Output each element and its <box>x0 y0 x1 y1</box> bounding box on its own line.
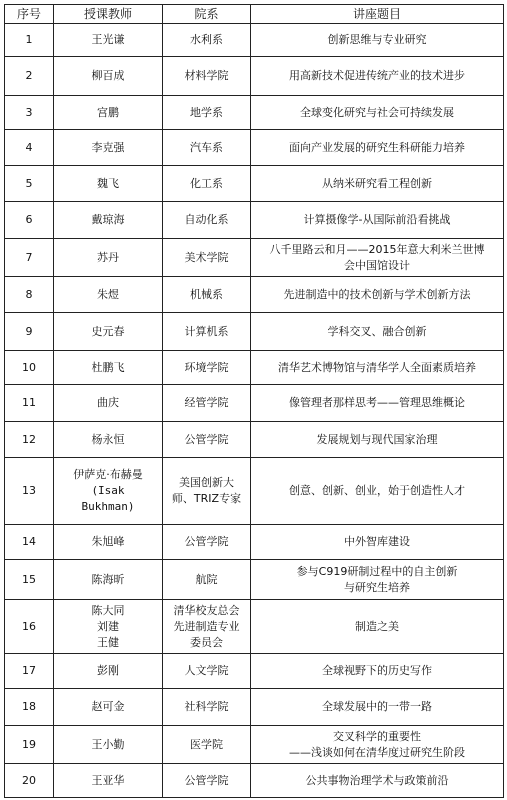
department-name <box>163 422 251 458</box>
teacher-name <box>54 600 163 654</box>
table-row <box>5 654 504 689</box>
teacher-name-line: 朱旭峰 <box>91 535 125 548</box>
lecture-topic <box>251 24 504 57</box>
lecture-topic <box>251 560 504 600</box>
table-row <box>5 57 504 96</box>
lecture-topic-line: 全球发展中的一带一路 <box>322 700 432 713</box>
row-number: 4 <box>5 130 54 166</box>
row-number: 18 <box>5 689 54 726</box>
lecture-topic <box>251 130 504 166</box>
department-name-line: 先进制造专业 <box>173 619 240 633</box>
teacher-name-line: 戴琼海 <box>91 213 125 226</box>
lecture-topic-line: 创意、创新、创业，始于创造性人才 <box>289 484 465 497</box>
lecture-topic <box>251 726 504 764</box>
row-number: 13 <box>5 458 54 525</box>
lecture-topic-line: 中外智库建设 <box>344 535 410 548</box>
lecture-topic-line: 制造之美 <box>355 619 399 633</box>
teacher-name <box>54 277 163 313</box>
department-name-line: 地学系 <box>190 105 223 119</box>
table-row <box>5 202 504 239</box>
department-name <box>163 689 251 726</box>
teacher-name <box>54 654 163 689</box>
teacher-name-line: 王亚华 <box>91 773 125 787</box>
table-row <box>5 385 504 422</box>
lecture-topic-line: 参与C919研制过程中的自主创新 <box>296 564 458 578</box>
lecture-topic <box>251 525 504 560</box>
department-name <box>163 600 251 654</box>
teacher-name-line: 李克强 <box>91 140 125 154</box>
lecture-topic-line: 创新思维与专业研究 <box>327 33 427 46</box>
lecture-topic-line: 面向产业发展的研究生科研能力培养 <box>289 140 465 154</box>
lecture-topic-line: 用高新技术促进传统产业的技术进步 <box>289 69 465 82</box>
department-name-line: 人文学院 <box>184 664 229 677</box>
department-name-line: 计算机系 <box>184 324 229 338</box>
teacher-name <box>54 560 163 600</box>
teacher-name <box>54 313 163 351</box>
row-number: 8 <box>5 277 54 313</box>
teacher-name-line: 杜鹏飞 <box>91 360 125 374</box>
row-number: 5 <box>5 166 54 202</box>
department-name-line: 医学院 <box>190 737 223 751</box>
teacher-name <box>54 239 163 277</box>
teacher-name <box>54 96 163 130</box>
lecture-topic-line: 八千里路云和月——2015年意大利米兰世博 <box>269 242 485 256</box>
teacher-name <box>54 689 163 726</box>
teacher-name-line: 史元春 <box>91 324 125 338</box>
header-department: 院系 <box>163 5 251 24</box>
teacher-name-line: 苏丹 <box>97 250 119 264</box>
department-name <box>163 96 251 130</box>
teacher-name <box>54 764 163 798</box>
row-number: 15 <box>5 560 54 600</box>
department-name-line: 社科学院 <box>184 700 229 713</box>
table-row <box>5 764 504 798</box>
row-number: 19 <box>5 726 54 764</box>
teacher-name <box>54 525 163 560</box>
department-name-line: 美国创新大 <box>179 476 234 489</box>
lecture-topic <box>251 422 504 458</box>
row-number: 1 <box>5 24 54 57</box>
teacher-name-line: 赵可金 <box>91 700 125 713</box>
row-number: 17 <box>5 654 54 689</box>
table-row <box>5 422 504 458</box>
table-row <box>5 458 504 525</box>
department-name-line: 美术学院 <box>184 250 229 264</box>
department-name <box>163 166 251 202</box>
lecture-topic <box>251 57 504 96</box>
header-number: 序号 <box>5 5 54 24</box>
teacher-name-line: (Isak <box>91 484 125 497</box>
lecture-topic <box>251 351 504 385</box>
department-name-line: 材料学院 <box>184 69 229 82</box>
teacher-name <box>54 24 163 57</box>
department-name <box>163 654 251 689</box>
department-name-line: 化工系 <box>190 176 223 190</box>
teacher-name-line: 伊萨克·布赫曼 <box>73 468 143 481</box>
department-name <box>163 385 251 422</box>
department-name-line: 水利系 <box>190 33 223 46</box>
row-number: 9 <box>5 313 54 351</box>
lecture-topic-line: ——浅谈如何在清华度过研究生阶段 <box>289 745 465 759</box>
lecture-topic-line: 公共事物治理学术与政策前沿 <box>305 773 449 787</box>
department-name-line: 公管学院 <box>184 773 229 787</box>
row-number: 20 <box>5 764 54 798</box>
row-number: 6 <box>5 202 54 239</box>
table-row <box>5 600 504 654</box>
table-row <box>5 239 504 277</box>
lecture-topic-line: 会中国馆设计 <box>344 258 410 272</box>
teacher-name-line: 朱煜 <box>97 287 119 301</box>
department-name-line: 经管学院 <box>184 396 229 409</box>
teacher-name-line: 刘建 <box>97 619 119 633</box>
teacher-name <box>54 351 163 385</box>
lecture-topic <box>251 689 504 726</box>
table-row <box>5 130 504 166</box>
lecture-topic <box>251 202 504 239</box>
teacher-name <box>54 202 163 239</box>
lecture-topic <box>251 600 504 654</box>
teacher-name-line: 杨永恒 <box>91 432 125 446</box>
department-name <box>163 239 251 277</box>
lecture-topic <box>251 166 504 202</box>
teacher-name <box>54 385 163 422</box>
table-row <box>5 351 504 385</box>
department-name <box>163 202 251 239</box>
department-name-line: 师、TRIZ专家 <box>171 492 242 505</box>
row-number: 7 <box>5 239 54 277</box>
department-name-line: 自动化系 <box>184 213 229 226</box>
department-name-line: 委员会 <box>190 635 223 649</box>
department-name-line: 环境学院 <box>184 360 229 374</box>
department-name-line: 公管学院 <box>184 535 229 548</box>
department-name <box>163 560 251 600</box>
lecture-topic <box>251 654 504 689</box>
teacher-name-line: 宫鹏 <box>97 105 119 119</box>
lecture-topic <box>251 96 504 130</box>
row-number: 10 <box>5 351 54 385</box>
table-row <box>5 689 504 726</box>
teacher-name-line: Bukhman) <box>81 500 135 513</box>
department-name <box>163 525 251 560</box>
lecture-topic <box>251 764 504 798</box>
teacher-name-line: 魏飞 <box>97 176 119 190</box>
teacher-name-line: 王光谦 <box>91 33 125 46</box>
lecture-topic-line: 清华艺术博物馆与清华学人全面素质培养 <box>278 360 476 374</box>
table-row <box>5 726 504 764</box>
teacher-name <box>54 458 163 525</box>
department-name <box>163 726 251 764</box>
row-number: 11 <box>5 385 54 422</box>
lecture-topic-line: 全球视野下的历史写作 <box>322 664 432 677</box>
department-name-line: 清华校友总会 <box>173 603 240 617</box>
row-number: 2 <box>5 57 54 96</box>
teacher-name-line: 王小勤 <box>91 737 125 751</box>
teacher-name <box>54 57 163 96</box>
department-name-line: 公管学院 <box>184 432 229 446</box>
table-row <box>5 24 504 57</box>
teacher-name-line: 彭刚 <box>97 664 119 677</box>
teacher-name-line: 陈海昕 <box>91 572 125 586</box>
department-name <box>163 764 251 798</box>
table-row <box>5 313 504 351</box>
department-name <box>163 351 251 385</box>
header-teacher: 授课教师 <box>54 5 163 24</box>
row-number: 14 <box>5 525 54 560</box>
row-number: 16 <box>5 600 54 654</box>
department-name <box>163 313 251 351</box>
lecture-topic-line: 发展规划与现代国家治理 <box>316 432 438 446</box>
lecture-topic-line: 学科交叉、融合创新 <box>327 324 427 338</box>
lecture-topic <box>251 313 504 351</box>
lecture-topic-line: 先进制造中的技术创新与学术创新方法 <box>283 287 471 301</box>
table-row <box>5 525 504 560</box>
table-row <box>5 560 504 600</box>
teacher-name <box>54 130 163 166</box>
lecture-topic-line: 全球变化研究与社会可持续发展 <box>300 105 454 119</box>
lecture-topic-line: 计算摄像学-从国际前沿看挑战 <box>303 213 451 226</box>
lecture-schedule-table <box>4 4 504 798</box>
teacher-name-line: 王健 <box>97 635 119 649</box>
lecture-topic <box>251 277 504 313</box>
teacher-name-line: 曲庆 <box>97 396 119 409</box>
table-row <box>5 96 504 130</box>
teacher-name <box>54 726 163 764</box>
lecture-topic-line: 像管理者那样思考——管理思维概论 <box>289 396 465 409</box>
lecture-topic <box>251 458 504 525</box>
department-name <box>163 57 251 96</box>
lecture-topic-line: 交叉科学的重要性 <box>333 729 421 743</box>
table-row <box>5 277 504 313</box>
teacher-name-line: 柳百成 <box>91 69 125 82</box>
row-number: 12 <box>5 422 54 458</box>
department-name-line: 机械系 <box>190 287 223 301</box>
teacher-name <box>54 422 163 458</box>
lecture-topic-line: 与研究生培养 <box>344 580 410 594</box>
department-name <box>163 24 251 57</box>
department-name-line: 航院 <box>195 572 218 586</box>
lecture-topic <box>251 239 504 277</box>
header-lecture-topic: 讲座题目 <box>251 5 504 24</box>
teacher-name <box>54 166 163 202</box>
table-header-row <box>5 5 504 24</box>
department-name <box>163 458 251 525</box>
department-name-line: 汽车系 <box>190 140 223 154</box>
teacher-name-line: 陈大同 <box>91 603 125 617</box>
department-name <box>163 130 251 166</box>
table-row <box>5 166 504 202</box>
lecture-topic <box>251 385 504 422</box>
lecture-topic-line: 从纳米研究看工程创新 <box>322 176 432 190</box>
row-number: 3 <box>5 96 54 130</box>
department-name <box>163 277 251 313</box>
